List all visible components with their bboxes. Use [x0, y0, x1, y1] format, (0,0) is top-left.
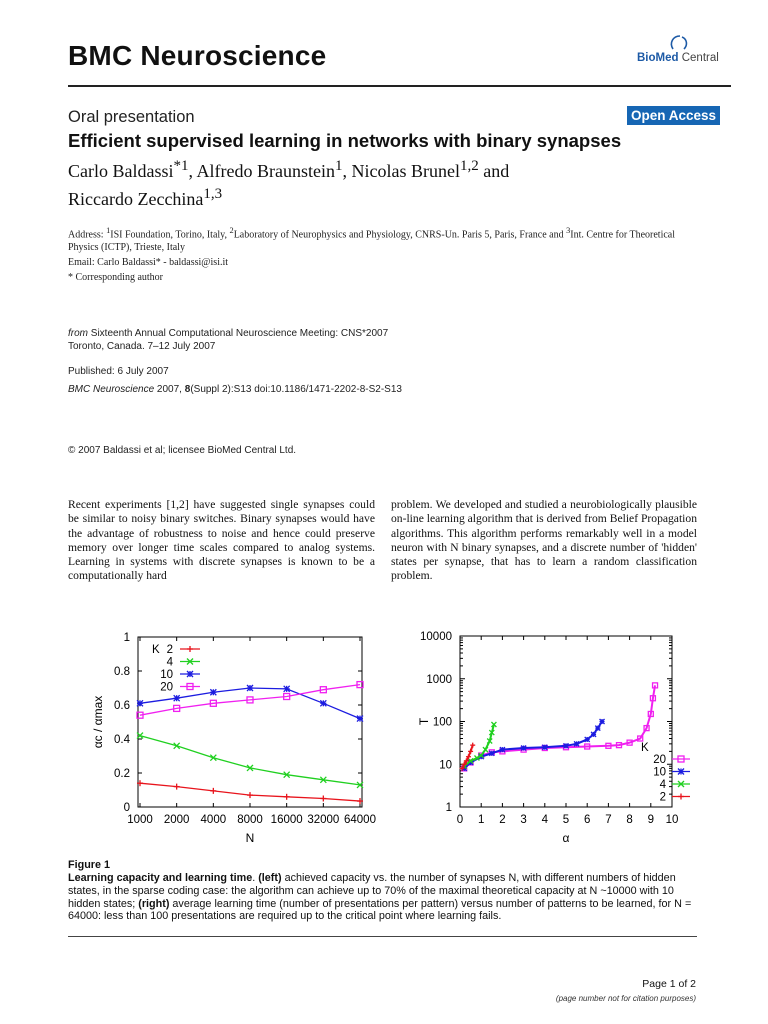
email-line[interactable]: Email: Carlo Baldassi* - baldassi@isi.it [68, 257, 229, 268]
legend-title: K [152, 644, 160, 656]
legend-title: K [641, 742, 649, 754]
x-tick-label: 64000 [344, 814, 376, 826]
data-point [284, 686, 290, 692]
data-point [247, 685, 253, 691]
from-prefix: from [68, 328, 88, 339]
author-name[interactable]: Carlo Baldassi [68, 161, 174, 181]
x-tick-label: 16000 [270, 814, 303, 826]
legend-label: 4 [166, 656, 173, 669]
body-text-right-column: problem. We developed and studied a neurobiologically plausible on-line learning algorithm that is derived from Belief Propagation algorithms. This algorithm performs remarkably well in a model neuron with N binary synapses, and a discrete number of 'hidden' states per synapse, that has to learn a random classification problem. [391, 498, 697, 583]
caption-text: achieved capacity vs. the number of synapses N, with different numbers of hidden states, in the sparse coding case: the algorithm can achieve up to 70% of the maximal theoretical capacity at N ~10000 with 10 hidden states; [68, 872, 676, 910]
x-tick-label: 2 [499, 814, 506, 826]
conference-source [68, 327, 708, 353]
publisher-brand: BioMed [637, 52, 679, 64]
y-tick-label: 1 [123, 632, 130, 644]
data-point [320, 700, 326, 706]
header-divider [68, 85, 731, 87]
author-affiliation-mark: 1,3 [203, 186, 223, 202]
author-separator: , [188, 161, 197, 181]
caption-text: average learning time (number of presentations per pattern) versus number of patterns to be learned, for N = 64000: less than 100 presentations are required up to the critical point where learning fails. [68, 897, 692, 923]
x-tick-label: 0 [456, 814, 464, 826]
data-point [210, 689, 216, 695]
y-tick-label: 0 [123, 802, 130, 814]
caption-bold: (right) [138, 897, 170, 910]
data-point [320, 796, 326, 802]
affiliation-number: 3 [566, 226, 571, 235]
y-tick-label: 0.2 [114, 768, 130, 780]
address-1: ISI Foundation, Torino, Italy, [110, 229, 230, 241]
author-list [68, 155, 568, 211]
affiliation-number: 2 [229, 226, 234, 235]
figure-charts [0, 624, 768, 856]
legend-label: 2 [659, 791, 666, 804]
y-tick-label: 0.8 [114, 666, 130, 678]
figure-caption [68, 872, 698, 923]
legend-marker [187, 646, 193, 652]
y-tick-label: 10000 [420, 631, 452, 643]
published-date: Published: 6 July 2007 [68, 366, 169, 377]
legend-marker [678, 794, 684, 800]
y-tick-label: 0.6 [114, 700, 130, 712]
x-axis-label: α [562, 831, 570, 845]
logo-swoosh-icon [667, 34, 693, 52]
address-2: Laboratory of Neurophysics and Physiology, CNRS-Un. Paris 5, Paris, France and [233, 229, 567, 241]
y-tick-label: 100 [432, 716, 452, 729]
x-axis-label: N [245, 831, 255, 845]
x-tick-label: 9 [647, 814, 655, 826]
data-point [247, 792, 253, 798]
y-axis-label: αc / αmax [91, 695, 105, 749]
address-label: Address: [68, 229, 107, 241]
citation-year: 2007, [154, 384, 185, 395]
legend-label: 10 [653, 766, 666, 779]
x-tick-label: 1 [477, 814, 485, 826]
data-point [500, 747, 505, 752]
legend-marker [678, 769, 684, 775]
data-point [210, 788, 216, 794]
journal-title: BMC Neuroscience [68, 40, 327, 71]
author-and: and [478, 161, 510, 181]
caption-bold: Learning capacity and learning time [68, 872, 253, 884]
citation-line [68, 383, 402, 396]
data-point [542, 745, 547, 750]
conference-location: Toronto, Canada. 7–12 July 2007 [68, 341, 216, 352]
data-point [174, 695, 180, 701]
data-point [564, 743, 569, 748]
author-name[interactable]: Riccardo Zecchina [68, 189, 204, 209]
author-name[interactable]: Nicolas Brunel [351, 161, 460, 181]
series-line [140, 736, 360, 785]
legend-label: 20 [653, 754, 666, 766]
figure-divider [68, 936, 697, 937]
data-point [521, 745, 526, 750]
data-point [585, 737, 590, 742]
x-tick-label: 2000 [163, 814, 190, 826]
author-affiliation-mark: 1,2 [459, 158, 479, 174]
legend-label: 10 [160, 669, 173, 681]
legend-label: 20 [160, 681, 173, 694]
citation-note: (page number not for citation purposes) [555, 994, 696, 1003]
y-tick-label: 1000 [426, 673, 452, 686]
x-tick-label: 8000 [237, 814, 263, 826]
data-point [470, 743, 475, 748]
data-point [137, 700, 143, 706]
article-type: Oral presentation [68, 108, 195, 126]
x-tick-label: 6 [583, 814, 591, 826]
x-tick-label: 32000 [307, 814, 340, 826]
author-separator: , [342, 161, 352, 181]
publisher-suffix: Central [681, 52, 719, 64]
citation-doi[interactable]: (Suppl 2):S13 doi:10.1186/1471-2202-8-S2-S13 [190, 384, 402, 395]
data-point [489, 751, 494, 756]
data-point [574, 741, 579, 746]
conference-name: Sixteenth Annual Computational Neuroscience Meeting: CNS*2007 [88, 328, 389, 339]
open-access-badge[interactable]: Open Access [627, 106, 720, 125]
x-tick-label: 7 [605, 814, 612, 826]
author-name[interactable]: Alfredo Braunstein [196, 161, 335, 181]
publisher-logo[interactable] [637, 34, 727, 68]
legend-marker [187, 671, 193, 677]
data-point [591, 732, 596, 737]
page-number: Page 1 of 2 [642, 978, 696, 990]
corresponding-author-note: * Corresponding author [68, 272, 163, 283]
caption-text: . [252, 872, 259, 884]
caption-bold: (left) [258, 872, 282, 884]
data-point [284, 794, 290, 800]
article-title: Efficient supervised learning in networks with binary synapses [68, 130, 622, 151]
legend-label: 2 [166, 644, 173, 656]
figure-label: Figure 1 [68, 859, 110, 871]
y-tick-label: 0.4 [114, 734, 130, 746]
copyright-notice: © 2007 Baldassi et al; licensee BioMed Central Ltd. [68, 445, 297, 456]
x-tick-label: 8 [626, 814, 633, 826]
data-point [174, 784, 180, 790]
data-point [600, 719, 605, 724]
y-tick-label: 10 [439, 759, 452, 772]
x-tick-label: 5 [562, 814, 570, 826]
affiliation-number: 1 [106, 226, 111, 235]
y-axis-label: T [417, 717, 431, 726]
series-line [464, 722, 602, 769]
data-point [595, 726, 600, 731]
citation-volume: 8 [184, 384, 191, 395]
x-tick-label: 1000 [127, 814, 153, 826]
address-3: Int. Centre for Theoretical Physics (ICTP), Trieste, Italy [68, 229, 676, 254]
plot-frame [460, 636, 672, 807]
legend-label: 4 [659, 779, 666, 791]
body-text-left-column: Recent experiments [1,2] have suggested single synapses could be similar to noisy binary switches. Binary synapses would have the advantage of robustness to noise and hence could preserve memory over longer time scales compared to analog systems. Learning in systems with discrete synapses is known to be a computationally hard [68, 498, 375, 583]
x-tick-label: 10 [665, 814, 679, 826]
citation-journal: BMC Neuroscience [68, 384, 155, 395]
y-tick-label: 1 [445, 802, 452, 814]
author-affiliation-mark: 1 [334, 158, 343, 174]
x-tick-label: 4 [541, 814, 549, 826]
x-tick-label: 3 [520, 814, 527, 826]
author-addresses [68, 224, 708, 254]
author-affiliation-mark: *1 [173, 158, 189, 174]
x-tick-label: 4000 [200, 814, 227, 826]
data-point [357, 716, 363, 722]
